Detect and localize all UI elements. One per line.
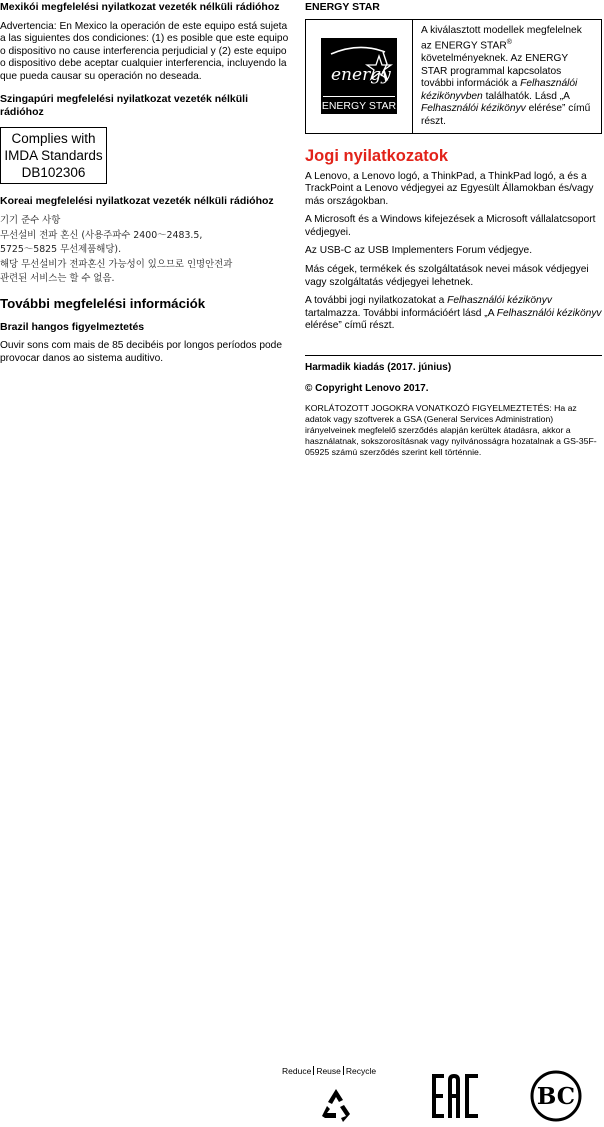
energy-text-2: követelményeknek. Az ENERGY STAR programmal kapcsolatos további információk a [421,53,569,90]
brazil-heading: Brazil hangos figyelmeztetés [0,320,145,333]
legal-paragraph-2: A Microsoft és a Windows kifejezések a Microsoft vállalatcsoport védjegyei. [305,214,596,238]
legal-p5-a: A további jogi nyilatkozatokat a [305,295,448,307]
energy-star-heading: ENERGY STAR [305,1,380,13]
right-column [305,0,602,458]
legal-paragraph-5 [305,295,602,333]
mexico-text: Advertencia: En Mexico la operación de este equipo está sujeta a las siguientes dos condiciones: (1) es posible que este equipo o dispositivo no cause interferencia perjudicial y (2) este equipo o dispositivo debe aceptar cualquier interferencia, incluyendo la que pueda causar su operación no deseada. [0,20,289,82]
legal-paragraph-4: Más cégek, termékek és szolgáltatások nevei mások védjegyei vagy szolgáltatás védjegyei lehetnek. [305,264,589,288]
energy-star-box [305,19,602,134]
legal-paragraph-3: Az USB-C az USB Implementers Forum védjegye. [305,245,533,257]
reuse-text: Reuse [316,1066,341,1076]
energy-star-logo-cell [306,20,413,133]
energy-text-4: elérése” című részt. [421,103,591,128]
bc-mark [530,1070,582,1127]
legal-paragraph-1: A Lenovo, a Lenovo logó, a ThinkPad, a ThinkPad logó, a és a TrackPoint a Lenovo védjegyei az Egyesült Államokban és/vagy más országokban. [305,170,594,207]
restricted-rights-text: KORLÁTOZOTT JOGOKRA VONATKOZÓ FIGYELMEZTETÉS: Ha az adatok vagy szoftverek a GSA (General Services Administration) irányelveinek megfelelő szerződés alapján kerültek átadásra, akkor a használatnak, sokszorosításnak vagy nyilvánosságra hozatalnak a GS-35F-05925 számú szerződés szerint kell történnie. [305,403,597,457]
registered-mark: ® [506,39,512,47]
legal-heading: Jogi nyilatkozatok [305,146,449,165]
energy-italic-2: Felhasználói kézikönyv [421,103,526,115]
brazil-text: Ouvir sons com mais de 85 decibéis por longos períodos pode provocar danos ao sistema auditivo. [0,340,283,365]
more-info-heading: További megfelelési információk [0,295,206,311]
copyright-text: © Copyright Lenovo 2017. [305,382,429,394]
korea-line-4: 해당 무선설비가 전파혼신 가능성이 있으므로 인명안전과 [0,258,233,270]
korea-line-3: 5725～5825 무선제품해당). [0,244,122,256]
energy-text-1: A kiválasztott modellek megfelelnek az ENERGY STAR [421,24,582,52]
singapore-heading: Szingapúri megfelelési nyilatkozat vezeték nélküli rádióhoz [0,93,249,118]
imda-label [0,127,107,184]
mexico-heading: Mexikói megfelelési nyilatkozat vezeték nélküli rádióhoz [0,1,280,13]
legal-p5-italic-2: Felhasználói kézikönyv [496,307,602,319]
energy-star-text [413,20,601,133]
left-column [0,0,293,366]
legal-p5-b: tartalmazza. További információért lásd „A [305,307,497,319]
legal-p5-italic-1: Felhasználói kézikönyv [447,295,552,307]
korea-line-2: 무선설비 전파 혼신 (사용주파수 2400～2483.5, [0,229,203,241]
energy-star-logo-icon [321,38,397,114]
bc-icon [530,1070,582,1122]
energy-logo-label: ENERGY STAR [321,100,397,112]
reduce-text: Reduce [282,1066,312,1076]
recycle-block [282,1066,392,1076]
korea-line-5: 관련된 서비스는 할 수 없음. [0,273,115,285]
divider [305,355,602,356]
korea-text [0,214,293,287]
reduce-reuse-recycle [282,1066,392,1076]
eac-mark [432,1074,478,1123]
recycle-text: Recycle [345,1066,377,1076]
imda-line-3: DB102306 [21,165,86,181]
eac-icon [432,1074,478,1118]
korea-line-1: 기기 준수 사항 [0,214,61,226]
energy-logo-script: energy [331,65,391,85]
imda-line-2: IMDA Standards [4,148,103,164]
bc-text: BC [536,1083,576,1110]
edition-text: Harmadik kiadás (2017. június) [305,362,452,374]
energy-text-3: találhatók. Lásd „A [482,90,570,102]
imda-line-1: Complies with [11,131,96,147]
energy-italic-1: Felhasználói kézikönyvben [421,78,578,102]
korea-heading: Koreai megfelelési nyilatkozat vezeték nélküli rádióhoz [0,195,274,208]
recycle-icon [317,1086,355,1124]
legal-p5-c: elérése” című részt. [305,320,395,332]
